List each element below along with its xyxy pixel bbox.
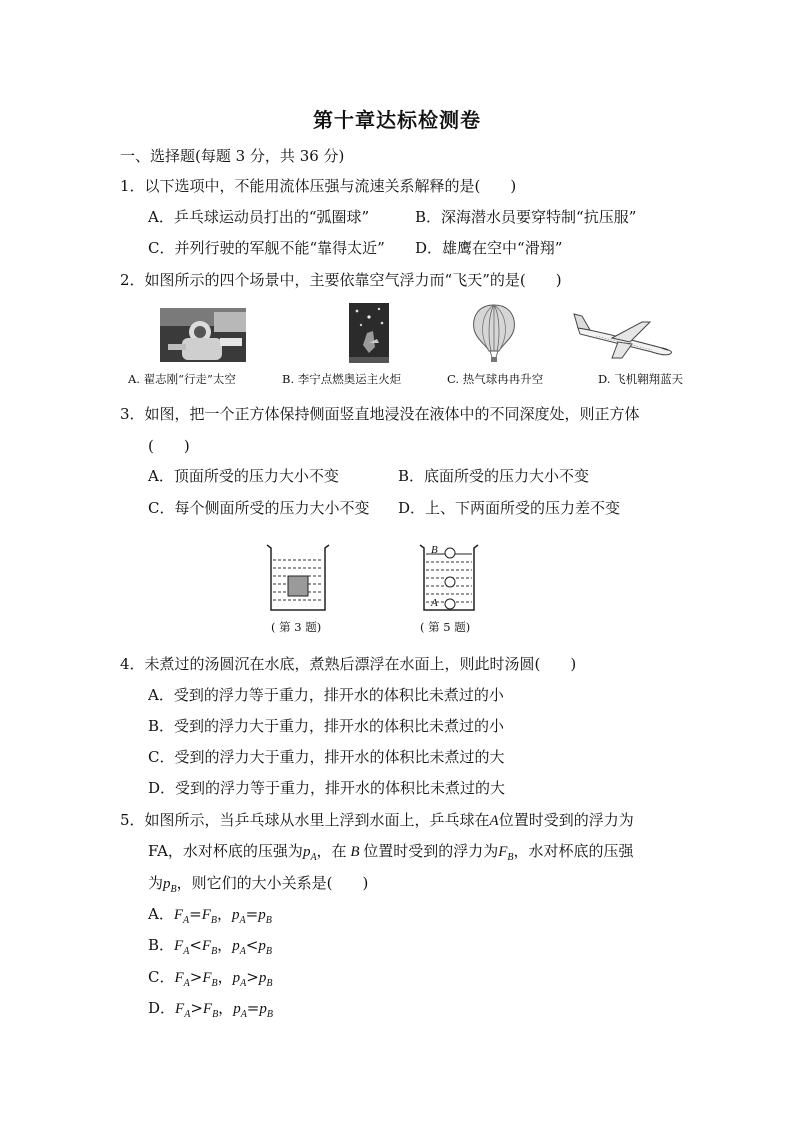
q5-var-pb: $p_B$ <box>163 876 177 895</box>
question-3-answer-bracket: ( ) <box>148 437 190 455</box>
figure-5-caption: ( 第 5 题) <box>420 620 471 634</box>
q5-text: 位置时受到的浮力为 <box>498 811 634 829</box>
airplane-illustration <box>572 306 676 360</box>
question-3-option-d: D．上、下两面所受的压力差不变 <box>398 499 621 517</box>
torch-lighting-photo <box>349 303 389 363</box>
question-2-caption-a: A. 翟志刚“行走”太空 <box>128 372 236 386</box>
question-4-stem: 4．未煮过的汤圆沉在水底，煮熟后漂浮在水面上，则此时汤圆( ) <box>120 655 577 673</box>
label-b: B <box>431 544 438 556</box>
question-5-option-d: D．$F_A>F_B$，$p_A=p_B$ <box>148 999 273 1020</box>
q5-text: 5．如图所示，当乒乓球从水里上浮到水面上，乒乓球在 <box>120 811 490 829</box>
option-letter: C． <box>148 968 175 986</box>
question-3-stem: 3．如图，把一个正方体保持侧面竖直地浸没在液体中的不同深度处，则正方体 <box>120 405 640 423</box>
question-3-option-a: A．顶面所受的压力大小不变 <box>148 467 339 485</box>
q5-text: FA，水对杯底的压强为 <box>148 842 303 860</box>
question-4-option-d: D．受到的浮力等于重力，排开水的体积比未煮过的大 <box>148 779 506 797</box>
question-4-option-b: B．受到的浮力大于重力，排开水的体积比未煮过的小 <box>148 717 505 735</box>
question-2-caption-d: D. 飞机翱翔蓝天 <box>598 372 684 386</box>
option-letter: B． <box>148 936 175 954</box>
question-5-stem-line-2 <box>148 841 634 868</box>
question-4-option-a: A．受到的浮力等于重力，排开水的体积比未煮过的小 <box>148 686 504 704</box>
figure-3-caption: ( 第 3 题) <box>271 620 322 634</box>
question-4-option-c: C．受到的浮力大于重力，排开水的体积比未煮过的大 <box>148 748 505 766</box>
q5-var-a: A <box>489 813 499 829</box>
q5-var-pa: $p_A$ <box>302 844 317 863</box>
page-title: 第十章达标检测卷 <box>313 108 481 132</box>
beaker-ping-pong-diagram <box>417 542 481 614</box>
question-1-option-d: D．雄鹰在空中“滑翔” <box>415 239 563 257</box>
question-1-stem: 1．以下选项中，不能用流体压强与流速关系解释的是( ) <box>120 177 517 195</box>
question-3-option-b: B．底面所受的压力大小不变 <box>398 467 590 485</box>
beaker-cube-diagram <box>264 542 332 614</box>
hot-air-balloon-illustration <box>470 303 518 363</box>
question-2-stem: 2．如图所示的四个场景中，主要依靠空气浮力而“飞天”的是( ) <box>120 271 562 289</box>
q5-var-fb: $F_B$ <box>498 844 514 863</box>
q5-var-b: B <box>346 844 364 860</box>
question-1-option-a: A．乒乓球运动员打出的“弧圈球” <box>148 208 370 226</box>
question-5-stem-line-1 <box>120 810 634 831</box>
question-5-option-b: B．$F_A<F_B$，$p_A<p_B$ <box>148 936 272 957</box>
section-heading: 一、选择题(每题 3 分，共 36 分) <box>120 147 345 165</box>
q5-text: ，则它们的大小关系是( ) <box>176 874 369 892</box>
question-2-caption-c: C. 热气球冉冉升空 <box>447 372 544 386</box>
option-letter: A． <box>148 905 174 923</box>
q5-text: 位置时受到的浮力为 <box>363 842 499 860</box>
question-1-option-c: C．并列行驶的军舰不能“靠得太近” <box>148 239 385 257</box>
astronaut-photo <box>160 308 246 362</box>
option-letter: D． <box>148 999 176 1017</box>
q5-text: ，在 <box>316 842 347 860</box>
q5-text: 为 <box>148 874 164 892</box>
question-1-option-b: B．深海潜水员要穿特制“抗压服” <box>415 208 637 226</box>
label-a: A <box>431 597 438 609</box>
q5-text: ，水对杯底的压强 <box>513 842 634 860</box>
question-5-stem-line-3 <box>148 873 368 900</box>
question-5-option-a: A．$F_A=F_B$，$p_A=p_B$ <box>148 905 272 926</box>
question-3-option-c: C．每个侧面所受的压力大小不变 <box>148 499 370 517</box>
question-5-option-c: C．$F_A>F_B$，$p_A>p_B$ <box>148 968 273 989</box>
question-2-caption-b: B. 李宁点燃奥运主火炬 <box>282 372 402 386</box>
